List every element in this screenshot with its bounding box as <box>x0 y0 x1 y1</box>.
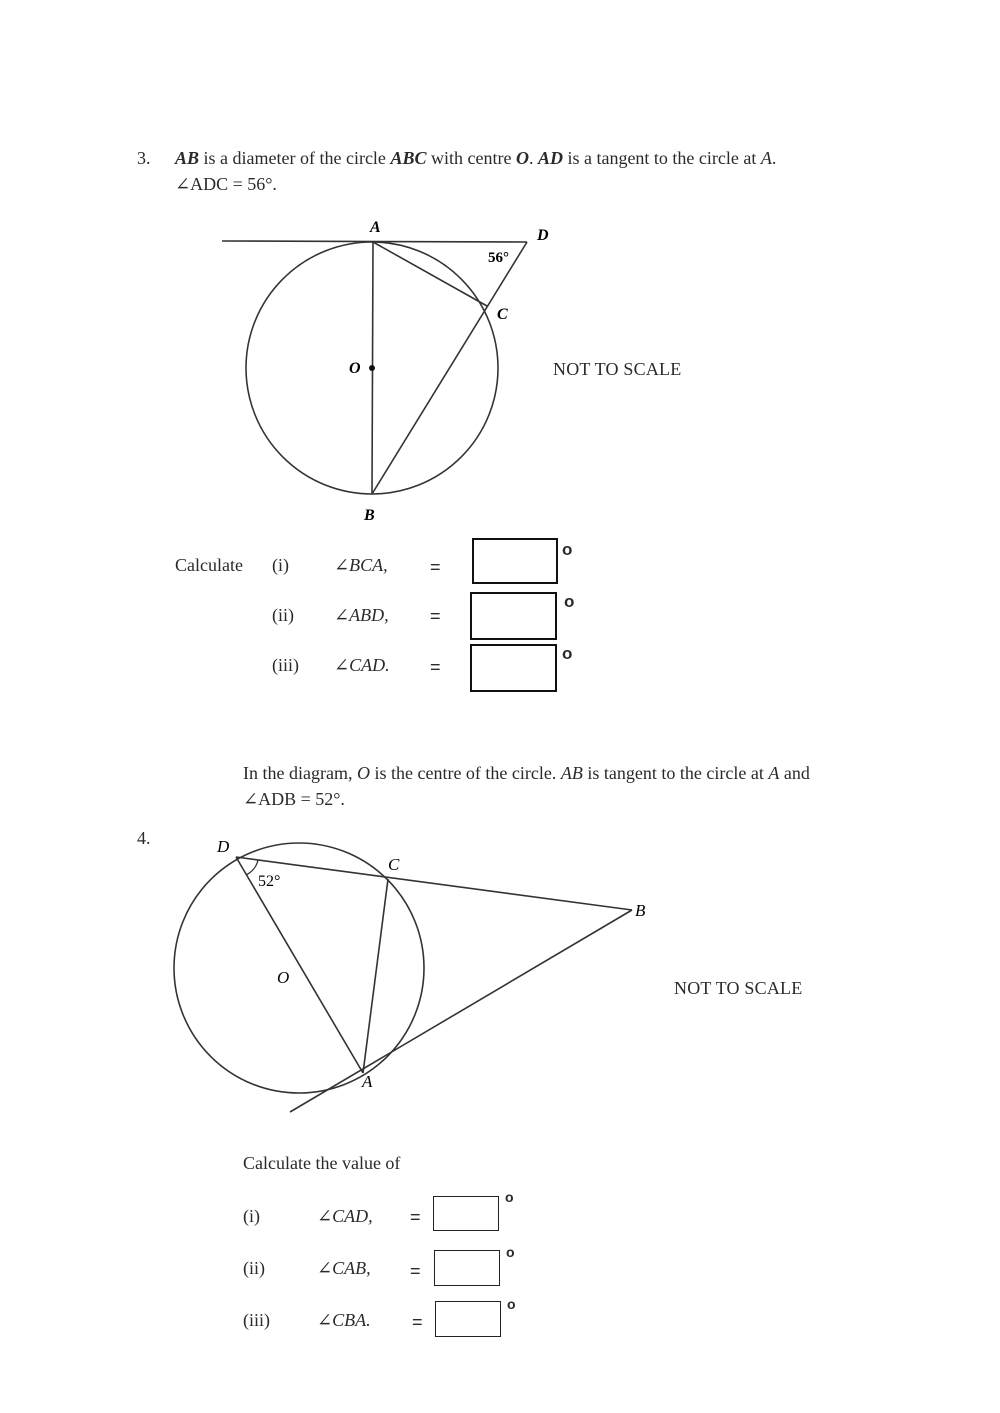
q3-centre-dot <box>369 365 375 371</box>
q4-tangent-line <box>290 910 632 1112</box>
q4-degree-symbol: o <box>505 1189 514 1205</box>
q4-equals: = <box>412 1312 423 1332</box>
q4-equals: = <box>410 1261 421 1281</box>
q3-statement-line2: ∠ADC = 56°. <box>175 174 277 194</box>
q3-part-angle: ∠CAD. <box>334 655 390 675</box>
q3-label-b: B <box>364 507 375 524</box>
q4-statement-line1 <box>243 761 810 785</box>
q3-not-to-scale: NOT TO SCALE <box>553 359 682 379</box>
q3-number: 3. <box>137 148 151 168</box>
q4-line-db <box>236 857 632 910</box>
q3-part-angle: ∠BCA, <box>334 555 388 575</box>
q3-answer-box-ii[interactable] <box>470 592 557 640</box>
q4-text-seg: is the centre of the circle. <box>369 763 561 783</box>
q4-number: 4. <box>137 828 151 848</box>
q4-part-angle: ∠CAB, <box>317 1258 371 1278</box>
q4-answer-box-iii[interactable] <box>435 1301 501 1337</box>
q4-part-num: (iii) <box>243 1310 270 1330</box>
q4-statement-line2: ∠ADB = 52°. <box>243 789 345 809</box>
q4-text-seg: is tangent to the circle at <box>582 763 769 783</box>
q3-part-num: (iii) <box>272 655 299 675</box>
q4-label-b: B <box>635 901 646 920</box>
q3-text-seg: A <box>760 148 772 168</box>
q3-chord-ac <box>373 242 487 306</box>
q3-degree-symbol: o <box>562 540 573 559</box>
q4-text-seg: and <box>779 763 810 783</box>
q3-part-num: (i) <box>272 555 289 575</box>
q3-label-a: A <box>370 219 381 236</box>
q3-equals: = <box>430 657 441 677</box>
q3-equals: = <box>430 606 441 626</box>
q3-label-c: C <box>497 306 508 323</box>
q4-not-to-scale: NOT TO SCALE <box>674 978 803 998</box>
q3-text-seg: AD <box>537 148 563 168</box>
q3-degree-symbol: o <box>562 644 573 663</box>
q3-text-seg: is a tangent to the circle at <box>562 148 761 168</box>
q3-diagram <box>200 210 560 530</box>
q4-chord-ca <box>363 879 388 1073</box>
q4-part-num: (ii) <box>243 1258 265 1278</box>
q4-calculate-label: Calculate the value of <box>243 1153 401 1173</box>
q4-answer-box-ii[interactable] <box>434 1250 500 1286</box>
q4-part-num: (i) <box>243 1206 260 1226</box>
q3-text-seg: is a diameter of the circle <box>199 148 391 168</box>
q4-angle-label: 52° <box>258 873 281 890</box>
q4-degree-symbol: o <box>506 1244 515 1260</box>
q4-label-o: O <box>277 968 290 987</box>
q3-label-o: O <box>349 360 361 377</box>
q4-diagram <box>165 830 665 1120</box>
q3-answer-box-i[interactable] <box>472 538 558 584</box>
q4-part-angle: ∠CBA. <box>317 1310 371 1330</box>
q3-text-seg: ABC <box>390 148 427 168</box>
q4-label-c: C <box>388 855 400 874</box>
q4-label-a: A <box>362 1072 373 1091</box>
q3-text-seg: . <box>771 148 777 168</box>
q4-degree-symbol: o <box>507 1296 516 1312</box>
q3-line-bd <box>372 242 527 494</box>
q3-text-seg: AB <box>175 148 200 168</box>
q4-text-seg: O <box>356 763 370 783</box>
q4-answer-box-i[interactable] <box>433 1196 499 1231</box>
q4-label-d: D <box>217 837 230 856</box>
q3-tangent-line <box>222 241 527 242</box>
q3-label-d: D <box>537 227 549 244</box>
q4-line-da <box>236 857 363 1073</box>
q4-angle-arc <box>246 860 258 875</box>
q3-statement-line1 <box>175 146 776 170</box>
q4-text-seg: A <box>768 763 780 783</box>
q4-text-seg: In the diagram, <box>243 763 357 783</box>
q3-part-num: (ii) <box>272 605 294 625</box>
q3-equals: = <box>430 557 441 577</box>
q3-angle-label: 56° <box>488 250 509 266</box>
q3-answer-box-iii[interactable] <box>470 644 557 692</box>
q3-part-angle: ∠ABD, <box>334 605 389 625</box>
q3-text-seg: with centre <box>426 148 516 168</box>
q3-text-seg: . <box>528 148 538 168</box>
q4-text-seg: AB <box>560 763 583 783</box>
q4-part-angle: ∠CAD, <box>317 1206 373 1226</box>
q3-text-seg: O <box>515 148 529 168</box>
q3-degree-symbol: o <box>564 592 575 611</box>
q3-calculate-label: Calculate <box>175 555 243 575</box>
q4-equals: = <box>410 1207 421 1227</box>
